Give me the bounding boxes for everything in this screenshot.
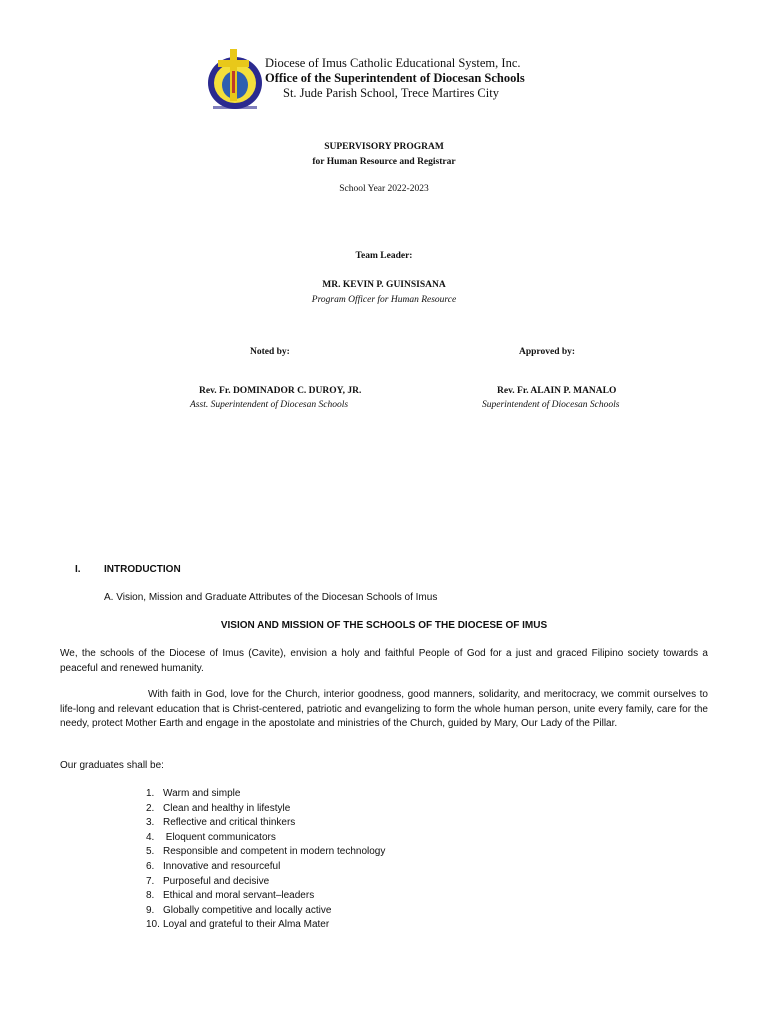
approved-by-name: Rev. Fr. ALAIN P. MANALO <box>497 386 617 396</box>
list-item: 2. Clean and healthy in lifestyle <box>146 802 291 814</box>
graduates-intro: Our graduates shall be: <box>60 760 164 771</box>
list-item: 3. Reflective and critical thinkers <box>146 817 296 829</box>
team-leader-role: Program Officer for Human Resource <box>311 295 457 305</box>
program-subtitle: for Human Resource and Registrar <box>312 157 456 167</box>
subsection-title: A. Vision, Mission and Graduate Attributes of the Diocesan Schools of Imus <box>104 592 438 603</box>
graduate-attributes-list <box>146 787 385 933</box>
list-item: 1. Warm and simple <box>146 788 241 799</box>
diocese-seal-logo <box>203 47 267 113</box>
list-item: 10. Loyal and grateful to their Alma Mater <box>146 919 330 931</box>
noted-by-name: Rev. Fr. DOMINADOR C. DUROY, JR. <box>199 386 362 396</box>
team-leader-name: MR. KEVIN P. GUINSISANA <box>322 280 446 290</box>
section-title: INTRODUCTION <box>104 564 181 575</box>
vision-mission-title: VISION AND MISSION OF THE SCHOOLS OF THE DIOCESE OF IMUS <box>220 620 548 631</box>
list-item: 4. Eloquent communicators <box>146 831 276 843</box>
mission-paragraph: With faith in God, love for the Church, interior goodness, good manners, solidarity, and meritocracy, we commit ourselves to life-long and relevant education that is Christ-centered, patriotic and evangelizing to form the whole human person, unite every family, care for the needy, protect Mother Earth and engage in the apostolate and ministries of the Church, guided by Mary, Our Lady of the Pillar. <box>60 689 708 730</box>
list-item: 8. Ethical and moral servant–leaders <box>146 890 315 902</box>
list-item: 6. Innovative and resourceful <box>146 860 281 872</box>
approved-by-role: Superintendent of Diocesan Schools <box>482 400 620 410</box>
vision-paragraph: We, the schools of the Diocese of Imus (Cavite), envision a holy and faithful People of God for a just and graced Filipino society towards a peaceful and renewed humanity. <box>60 648 708 674</box>
list-item: 9. Globally competitive and locally active <box>146 904 332 916</box>
list-item: 5. Responsible and competent in modern technology <box>146 846 386 858</box>
letterhead <box>265 56 525 101</box>
school-year: School Year 2022-2023 <box>339 184 429 194</box>
program-title: SUPERVISORY PROGRAM <box>324 142 444 152</box>
section-number: I. <box>75 564 81 575</box>
noted-by-label: Noted by: <box>250 347 290 357</box>
list-item: 7. Purposeful and decisive <box>146 875 270 887</box>
letterhead-org: Diocese of Imus Catholic Educational System, Inc. <box>265 56 521 70</box>
letterhead-school: St. Jude Parish School, Trece Martires City <box>283 86 499 100</box>
letterhead-office: Office of the Superintendent of Diocesan Schools <box>265 71 525 85</box>
approved-by-label: Approved by: <box>519 347 576 357</box>
team-leader-label: Team Leader: <box>355 251 413 261</box>
noted-by-role: Asst. Superintendent of Diocesan Schools <box>190 400 349 410</box>
